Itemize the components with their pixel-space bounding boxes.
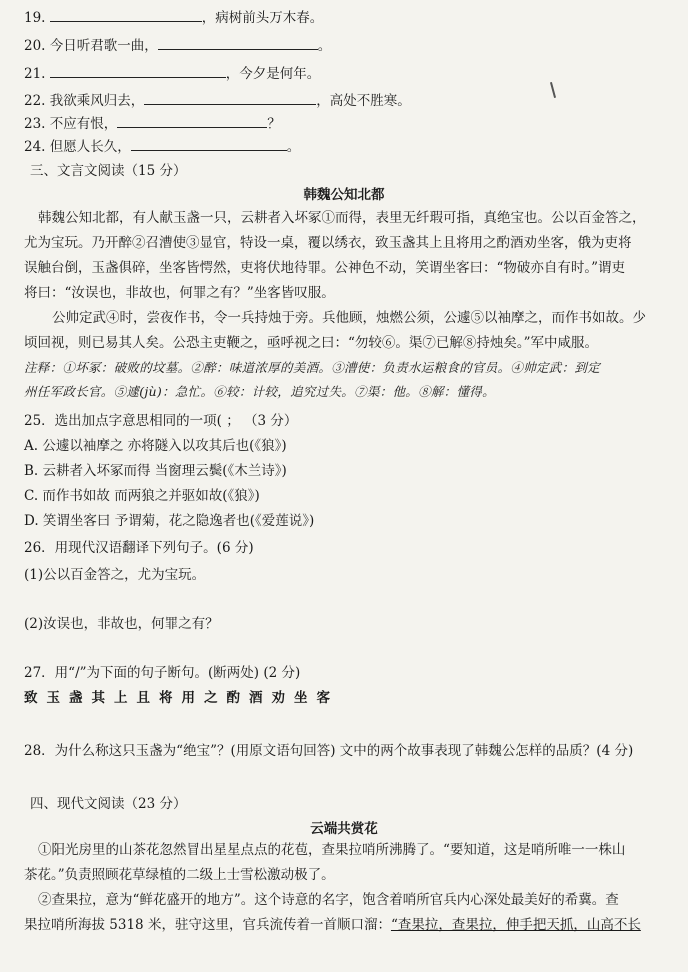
underlined-quote: “查果拉，查果拉，伸手把天抓，山高不长 (390, 917, 641, 933)
footnotes: 注释：①坏冢：破败的坟墓。②醉：味道浓厚的美酒。③漕使：负责水运粮食的官员。④帅定武：到定 州任军政长官。⑤遽(jù)：急忙。⑥较：计较，追究过失。⑦渠：他。⑧解：懂得。 (24, 360, 601, 399)
option-b[interactable]: B. 云耕者入坏冢而得 当窗理云鬓(《木兰诗》) (24, 463, 287, 479)
question-26: 26．用现代汉语翻译下列句子。(6 分) (24, 540, 254, 556)
poem-q24: 24. 但愿人长久， 。 (24, 139, 301, 155)
question-28: 28．为什么称这只玉盏为“绝宝”？(用原文语句回答) 文中的两个故事表现了韩魏公怎样的品质？(4 分) (24, 743, 634, 759)
section-heading: 四、现代文阅读（23 分） (30, 796, 187, 812)
question-26-2: (2)汝误也，非故也，何罪之有？ (24, 616, 219, 632)
answer-blank[interactable] (50, 9, 202, 22)
option-d[interactable]: D. 笑谓坐客曰 予谓菊，花之隐逸者也(《爱莲说》) (24, 513, 315, 529)
question-26-1: (1)公以百金答之，尤为宝玩。 (24, 567, 206, 583)
answer-blank[interactable] (158, 37, 318, 50)
answer-blank[interactable] (117, 115, 267, 128)
pen-mark (550, 82, 556, 98)
poem-q20: 20. 今日听君歌一曲， 。 (24, 38, 332, 54)
question-27: 27．用“/”为下面的句子断句。(断两处) (2 分) (24, 665, 301, 681)
answer-blank[interactable] (131, 138, 287, 151)
passage-title: 云端共赏花 (310, 821, 378, 837)
option-a[interactable]: A. 公遽以袖摩之 亦将隧入以攻其后也(《狼》) (24, 438, 287, 454)
sentence-to-punctuate[interactable]: 致玉盏其上且将用之酌酒劝坐客 (24, 690, 339, 706)
poem-q19: 19. ，病树前头万木春。 (24, 10, 324, 26)
passage-paragraph-1: ①阳光房里的山茶花忽然冒出星星点点的花苞，查果拉哨所沸腾了。“要知道，这是哨所唯一一株山 茶花。”负责照顾花草绿植的二级上士雪松激动极了。 (24, 842, 626, 883)
answer-blank[interactable] (144, 92, 316, 105)
passage-paragraph-1: 韩魏公知北都，有人献玉盏一只，云耕者入坏冢①而得，表里无纤瑕可指，真绝宝也。公以百金答之， 尤为宝玩。乃开醉②召漕使③显官，特设一桌，覆以绣衣，致玉盏其上且将用之酌酒劝坐客，俄为吏将 误触台倒，玉盏俱碎，坐客皆愕然，吏将伏地待罪。公神色不动，笑谓坐客曰：“物破亦自有时。”谓吏 将曰：“汝误也，非故也，何罪之有？”坐客皆叹服。 (24, 210, 646, 301)
passage-title: 韩魏公知北都 (303, 187, 385, 203)
section-heading: 三、文言文阅读（15 分） (30, 163, 187, 179)
passage-paragraph-2: ②查果拉，意为“鲜花盛开的地方”。这个诗意的名字，饱含着哨所官兵内心深处最美好的希冀。查 果拉哨所海拔 5318 米，驻守这里，官兵流传着一首顺口溜：“查果拉，查果拉，伸手把天抓，山高不长 (24, 892, 641, 933)
question-25: 25．选出加点字意思相同的一项( ； （3 分） (24, 413, 298, 429)
option-c[interactable]: C. 而作书如故 而两狼之并驱如故(《狼》) (24, 488, 260, 504)
answer-blank[interactable] (50, 65, 226, 78)
poem-q21: 21. ，今夕是何年。 (24, 66, 321, 82)
poem-q23: 23. 不应有恨， ？ (24, 116, 281, 132)
passage-paragraph-2: 公帅定武④时，尝夜作书，令一兵持烛于旁。兵他顾，烛燃公须，公遽⑤以袖摩之，而作书如故。少 顷回视，则已易其人矣。公恐主吏鞭之，亟呼视之曰：“勿较⑥。渠⑦已解⑧持烛矣。”军中咸服。 (24, 310, 646, 351)
poem-q22: 22. 我欲乘风归去， ，高处不胜寒。 (24, 93, 411, 109)
